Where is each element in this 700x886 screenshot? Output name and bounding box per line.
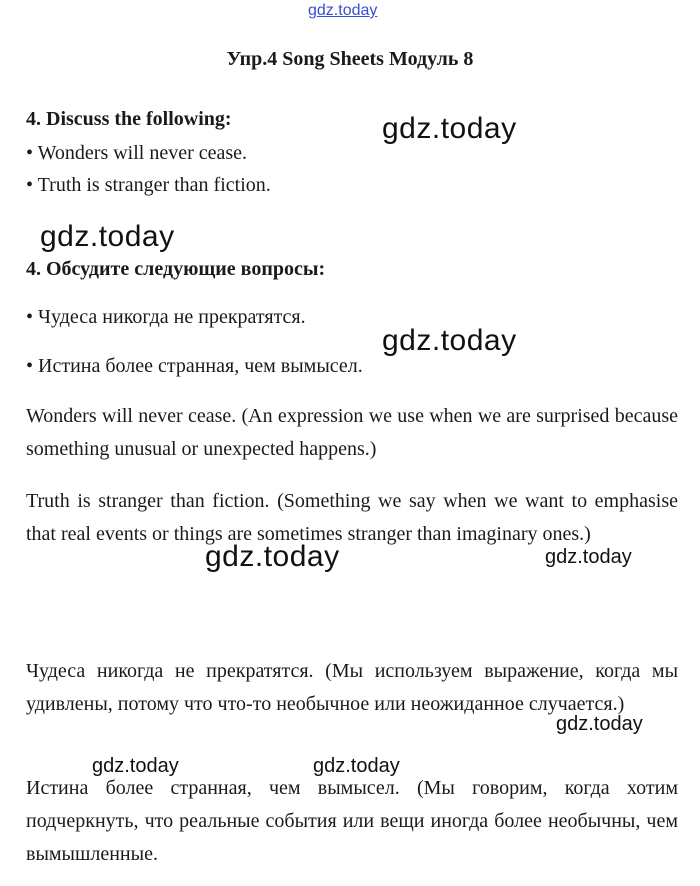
page-title: Упр.4 Song Sheets Модуль 8: [226, 48, 474, 70]
english-task-item: • Wonders will never cease.: [26, 142, 248, 164]
russian-task-heading: 4. Обсудите следующие вопросы:: [26, 258, 326, 280]
russian-task-item: • Чудеса никогда не прекратятся.: [26, 306, 306, 328]
russian-answer-paragraph: Истина более странная, чем вымысел. (Мы говорим, когда хотим подчеркнуть, что реальные события или вещи иногда более необычны, чем вымышленные.: [26, 777, 678, 865]
english-task-item: • Truth is stranger than fiction.: [26, 174, 271, 196]
watermark-text: gdz.today: [556, 713, 643, 735]
watermark-text: gdz.today: [313, 755, 400, 777]
english-answer-paragraph: Wonders will never cease. (An expression we use when we are surprised because something unusual or unexpected happens.): [26, 405, 678, 460]
russian-answer-paragraph: Чудеса никогда не прекратятся. (Мы используем выражение, когда мы удивлены, потому что что-то необычное или неожиданное случается.): [26, 660, 678, 715]
english-answer-paragraph: Truth is stranger than fiction. (Something we say when we want to emphasise that real events or things are sometimes stranger than imaginary ones.): [26, 490, 678, 545]
russian-task-item: • Истина более странная, чем вымысел.: [26, 355, 363, 377]
watermark-text: gdz.today: [545, 546, 632, 568]
watermark-top-link[interactable]: gdz.today: [308, 2, 378, 19]
watermark-text: gdz.today: [382, 324, 517, 357]
watermark-text: gdz.today: [382, 112, 517, 145]
watermark-text: gdz.today: [205, 540, 340, 573]
watermark-text: gdz.today: [92, 755, 179, 777]
english-task-heading: 4. Discuss the following:: [26, 108, 232, 130]
watermark-text: gdz.today: [40, 220, 175, 253]
